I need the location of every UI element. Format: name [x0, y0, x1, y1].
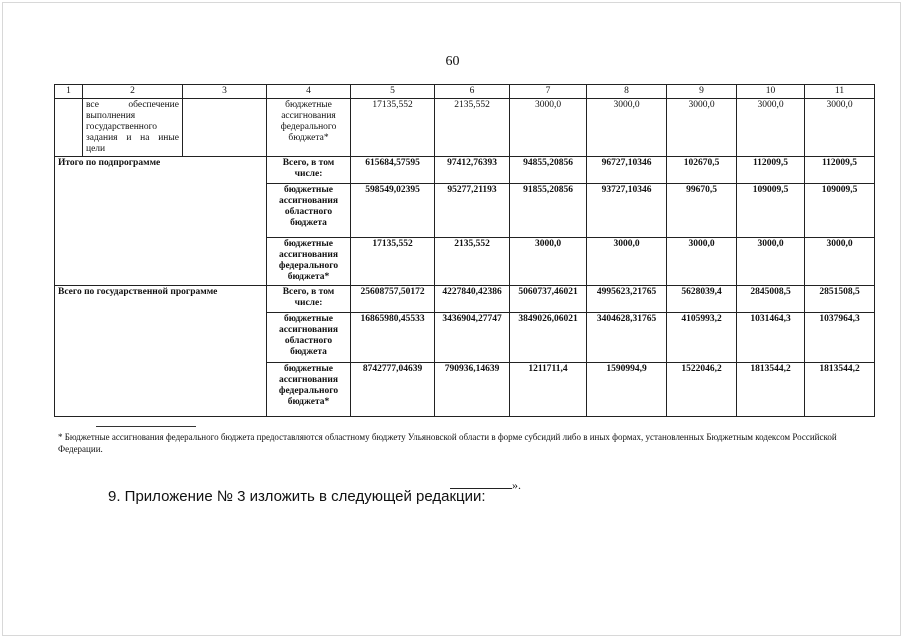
value-cell: 17135,552 [351, 99, 435, 157]
value-cell: 109009,5 [737, 184, 805, 238]
column-number-row [55, 85, 875, 99]
column-number: 4 [267, 85, 351, 99]
value-cell: 3849026,06021 [510, 313, 587, 363]
value-cell: 17135,552 [351, 238, 435, 286]
column-number: 6 [435, 85, 510, 99]
category-cell: бюджетные ассигнования федерального бюджета* [267, 99, 351, 157]
value-cell: 16865980,45533 [351, 313, 435, 363]
value-cell: 93727,10346 [587, 184, 667, 238]
value-cell: 3000,0 [587, 238, 667, 286]
value-cell: 1813544,2 [805, 363, 875, 417]
measure-description: все обеспечение выполнения государственного задания и на иные цели [83, 99, 183, 157]
value-cell: 112009,5 [737, 157, 805, 184]
value-cell: 790936,14639 [435, 363, 510, 417]
value-cell: 97412,76393 [435, 157, 510, 184]
subprogram-total-label: Итого по подпрограмме [55, 157, 267, 286]
footnote-divider [96, 426, 196, 427]
value-cell: 8742777,04639 [351, 363, 435, 417]
value-cell: 3000,0 [805, 99, 875, 157]
value-cell: 94855,20856 [510, 157, 587, 184]
value-cell: 3000,0 [667, 99, 737, 157]
value-cell: 3000,0 [737, 238, 805, 286]
value-cell: 5060737,46021 [510, 286, 587, 313]
value-cell: 1813544,2 [737, 363, 805, 417]
page-number: 60 [445, 54, 460, 69]
category-cell: Всего, в том числе: [267, 157, 351, 184]
category-cell: Всего, в том числе: [267, 286, 351, 313]
value-cell: 2851508,5 [805, 286, 875, 313]
value-cell: 598549,02395 [351, 184, 435, 238]
column-number: 9 [667, 85, 737, 99]
value-cell: 3000,0 [510, 238, 587, 286]
item-9-heading: 9. Приложение № 3 изложить в следующей редакции: [108, 488, 486, 505]
value-cell: 109009,5 [805, 184, 875, 238]
table-row [55, 99, 875, 157]
value-cell: 3000,0 [667, 238, 737, 286]
value-cell: 1031464,3 [737, 313, 805, 363]
value-cell: 615684,57595 [351, 157, 435, 184]
category-cell: бюджетные ассигнования областного бюджета [267, 313, 351, 363]
value-cell: 3000,0 [510, 99, 587, 157]
value-cell: 1211711,4 [510, 363, 587, 417]
column-number: 3 [183, 85, 267, 99]
category-cell: бюджетные ассигнования федерального бюджета* [267, 238, 351, 286]
value-cell: 2135,552 [435, 238, 510, 286]
footnote: * Бюджетные ассигнования федерального бюджета предоставляются областному бюджету Ульяновской области в форме субсидий либо в иных формах, установленных Бюджетным кодексом Российской Федерации. [58, 432, 837, 454]
value-cell: 5628039,4 [667, 286, 737, 313]
column-number: 8 [587, 85, 667, 99]
value-cell: 4227840,42386 [435, 286, 510, 313]
table-row [55, 157, 875, 184]
column-number: 11 [805, 85, 875, 99]
value-cell: 91855,20856 [510, 184, 587, 238]
column-number: 10 [737, 85, 805, 99]
budget-table [54, 84, 875, 417]
value-cell: 2845008,5 [737, 286, 805, 313]
value-cell: 3000,0 [587, 99, 667, 157]
value-cell: 4995623,21765 [587, 286, 667, 313]
value-cell: 2135,552 [435, 99, 510, 157]
table-cell [55, 99, 83, 157]
value-cell: 3404628,31765 [587, 313, 667, 363]
program-total-label: Всего по государственной программе [55, 286, 267, 417]
value-cell: 1522046,2 [667, 363, 737, 417]
value-cell: 102670,5 [667, 157, 737, 184]
value-cell: 4105993,2 [667, 313, 737, 363]
column-number: 5 [351, 85, 435, 99]
value-cell: 1037964,3 [805, 313, 875, 363]
value-cell: 25608757,50172 [351, 286, 435, 313]
value-cell: 112009,5 [805, 157, 875, 184]
value-cell: 3000,0 [805, 238, 875, 286]
category-cell: бюджетные ассигнования областного бюджета [267, 184, 351, 238]
value-cell: 96727,10346 [587, 157, 667, 184]
value-cell: 1590994,9 [587, 363, 667, 417]
category-cell: бюджетные ассигнования федерального бюджета* [267, 363, 351, 417]
table-cell [183, 99, 267, 157]
column-number: 1 [55, 85, 83, 99]
table-row [55, 286, 875, 313]
value-cell: 95277,21193 [435, 184, 510, 238]
column-number: 2 [83, 85, 183, 99]
closing-quote: ». [512, 478, 521, 492]
value-cell: 3436904,27747 [435, 313, 510, 363]
column-number: 7 [510, 85, 587, 99]
value-cell: 99670,5 [667, 184, 737, 238]
value-cell: 3000,0 [737, 99, 805, 157]
